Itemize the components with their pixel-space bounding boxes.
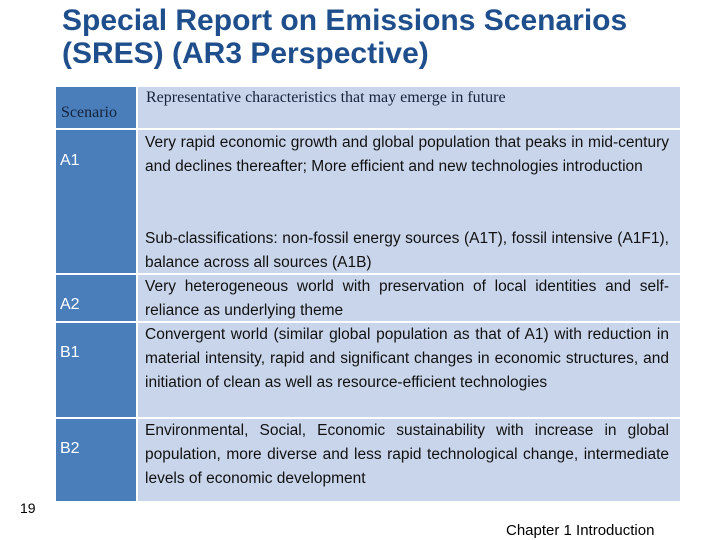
row-divider <box>56 321 136 323</box>
slide-title-line-2: (SRES) (AR3 Perspective) <box>62 37 429 70</box>
slide-title-line-1: Special Report on Emissions Scenarios <box>62 4 628 37</box>
row-divider <box>136 128 680 130</box>
scenario-column <box>56 87 136 501</box>
scenario-label-a2: A2 <box>60 296 80 313</box>
scenario-label-a1: A1 <box>60 152 80 169</box>
scenario-label-b2: B2 <box>60 440 80 457</box>
characteristics-a1-subclass: Sub-classifications: non-fossil energy sources (A1T), fossil intensive (A1F1), balance across all sources (A1B) <box>145 230 669 271</box>
scenario-label-b1: B1 <box>60 344 80 361</box>
footer-chapter: Chapter 1 Introduction <box>506 522 655 539</box>
row-divider <box>56 273 136 275</box>
characteristics-b2: Environmental, Social, Economic sustainability with increase in global population, more diverse and less rapid technological change, intermediate levels of economic development <box>145 422 669 487</box>
row-divider <box>56 128 136 130</box>
header-scenario: Scenario <box>61 104 117 121</box>
characteristics-a1: Very rapid economic growth and global population that peaks in mid-century and declines thereafter; More efficient and new technologies introduction <box>145 134 669 175</box>
characteristics-a2: Very heterogeneous world with preservation of local identities and self-reliance as underlying theme <box>145 278 669 319</box>
slide-title <box>62 4 702 70</box>
row-divider <box>56 417 136 419</box>
header-characteristics: Representative characteristics that may emerge in future <box>146 89 506 106</box>
characteristics-b1: Convergent world (similar global population as that of A1) with reduction in material intensity, rapid and significant changes in economic structures, and initiation of clean as well as resource-efficient technologies <box>145 326 669 391</box>
column-divider <box>136 87 138 501</box>
slide-number: 19 <box>20 500 36 516</box>
